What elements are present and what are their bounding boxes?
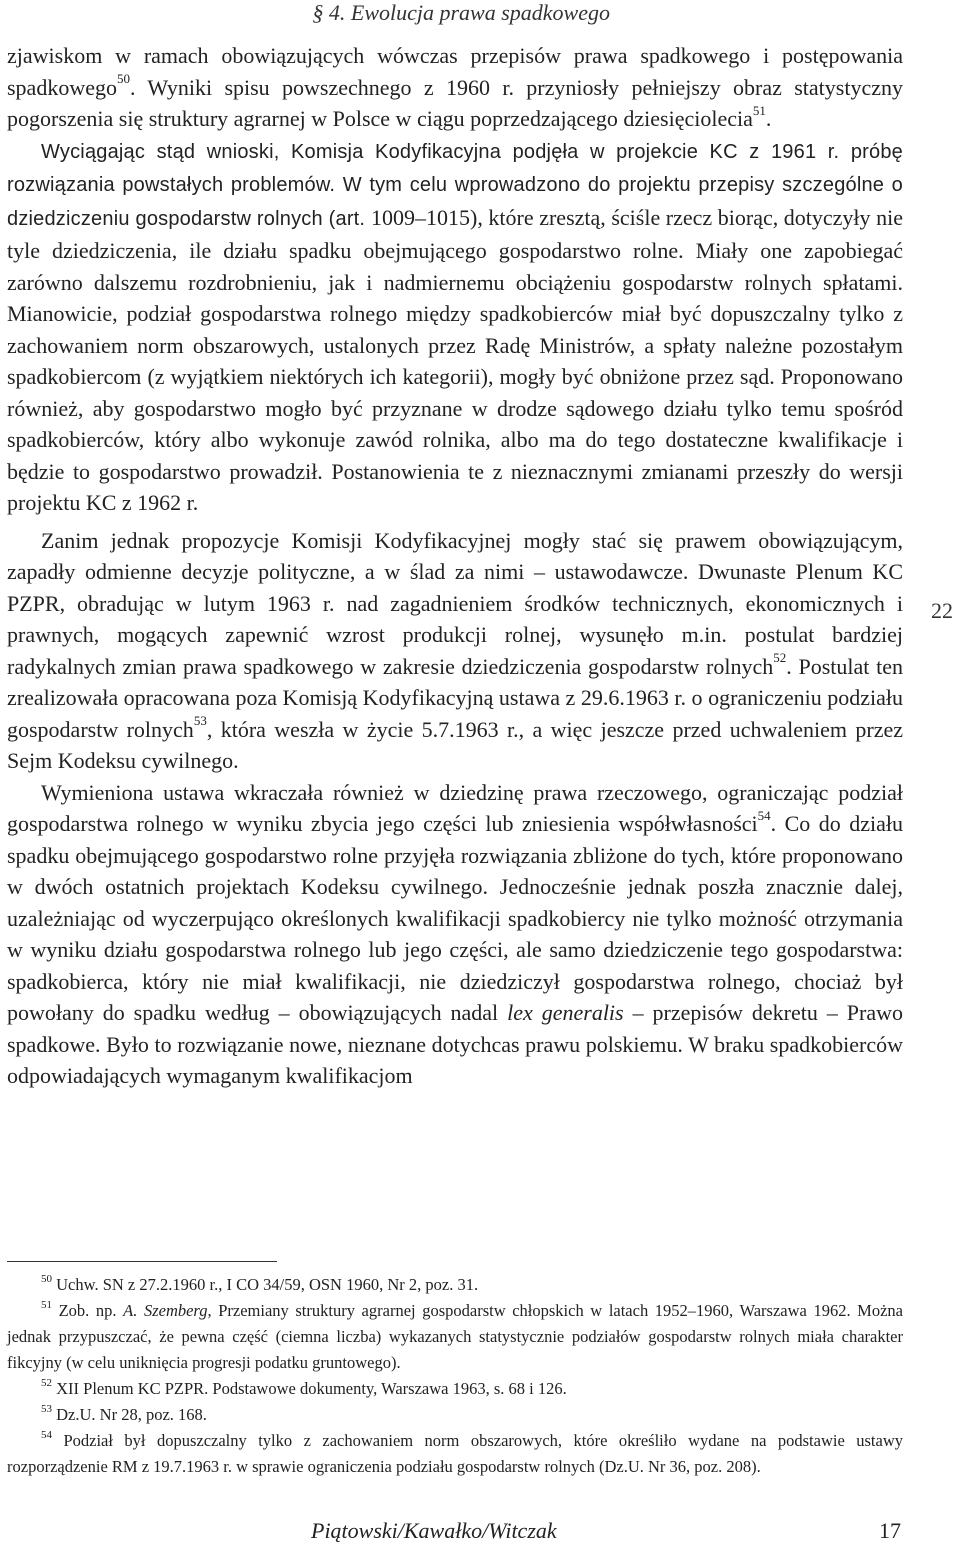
footnote-ref-53[interactable]: 53 bbox=[193, 713, 207, 729]
footnote-number: 52 bbox=[41, 1376, 52, 1389]
footnote-ref-50[interactable]: 50 bbox=[116, 71, 130, 87]
page-footer bbox=[7, 1518, 903, 1552]
paragraph-2 bbox=[7, 135, 903, 519]
footer-authors: Piątowski/Kawałko/Witczak bbox=[311, 1518, 557, 1543]
text-run: Mianowicie, podział gospodarstwa rolnego między spadkobierców miał być dopuszczalny tylko z zachowaniem norm obszarowych, ustalonych przez Radę Ministrów, a spłaty należne pozostałym spadkobiercom (z wyjątkiem niektórych ich kategorii), mogły być obniżone przez sąd. Proponowano również, aby gospodarstwo mogło być przyznane w drodze sądowego działu tylko temu spośród spadkobierców, który albo wykonuje zawód rolnika, albo ma do tego dostateczne kwalifikacje i będzie to gospodarstwo prowadził. Postanowienia te z nieznacznymi zmianami przeszły do wersji projektu KC z 1962 r. bbox=[7, 301, 903, 515]
footnotes bbox=[7, 1272, 903, 1480]
footnote-52 bbox=[7, 1376, 903, 1402]
footnote-text: XII Plenum KC PZPR. Podstawowe dokumenty, Warszawa 1963, s. 68 i 126. bbox=[52, 1379, 567, 1398]
footnote-text: , Przemiany struktury agrarnej gospodarstw chłopskich w latach 1952–1960, Warszawa 1962. Można jednak przypuszczać, że pewna część (ciemna liczba) wykazanych statystycznie podziałów gospodarstw rolnych miała charakter fikcyjny (w celu uniknięcia progresji podatku gruntowego). bbox=[7, 1301, 903, 1372]
footnote-ref-51[interactable]: 51 bbox=[752, 102, 766, 118]
footnote-text: Zob. np. bbox=[52, 1301, 124, 1320]
text-run-sans: Wyciągając stąd wnioski, Komisja Kodyfikacyjna podjęła w projekcie KC z 1961 r. próbę rozwiązania powstałych problemów. bbox=[7, 140, 903, 196]
latin-term: lex generalis bbox=[507, 1000, 624, 1025]
running-header: § 4. Ewolucja prawa spadkowego bbox=[312, 0, 610, 25]
footnote-text: Dz.U. Nr 28, poz. 168. bbox=[52, 1405, 207, 1424]
text-run: , która weszła w życie 5.7.1963 r., a więc jeszcze przed uchwaleniem przez Sejm Kodeksu cywilnego. bbox=[7, 716, 904, 773]
page-number: 17 bbox=[879, 1518, 901, 1543]
footnote-number: 51 bbox=[41, 1298, 52, 1311]
footnote-author: A. Szemberg bbox=[123, 1301, 208, 1320]
text-run: . bbox=[765, 106, 772, 131]
text-run-sans: W tym celu wprowadzono do projektu przepisy szczególne o dziedziczeniu gospodarstw rolnych (art. bbox=[7, 174, 904, 230]
text-run: zjawiskom w ramach obowiązujących wówczas przepisów prawa spadkowego i postępowania spadkowego bbox=[7, 43, 903, 100]
paragraph-3 bbox=[7, 525, 903, 777]
footnote-ref-54[interactable]: 54 bbox=[757, 807, 771, 823]
footnote-50 bbox=[7, 1272, 903, 1298]
footnote-separator bbox=[7, 1261, 277, 1262]
text-run: Miały one zapobiegać zarówno dalszemu rozdrobnieniu, jak i nadmiernemu obciążeniu gospodarstw rolnych spłatami. bbox=[7, 238, 903, 295]
text-run: – przepisów dekretu – Prawo spadkowe. Było to rozwiązanie nowe, nieznane dotychcas prawu polskiemu. W braku spadkobierców odpowiadających wymaganym kwalifikacjom bbox=[7, 1000, 903, 1088]
paragraph-4 bbox=[7, 777, 903, 1092]
paragraph-1 bbox=[7, 40, 903, 135]
text-run: . Co do działu spadku obejmującego gospodarstwo rolne przyjęła rozwiązania zbliżone do tych, które proponowano w dwóch ostatnich projektach Kodeksu cywilnego. Jednocześnie jednak poszła znacznie dalej, uzależniając od wyczerpująco określonych kwalifikacji spadkobiercy nie tylko możność otrzymania w wyniku działu gospodarstwa rolnego lub jego części, ale samo dziedziczenie tego gospodarstwa: spadkobierca, który nie miał kwalifikacji, nie dziedziczył gospodarstwa rolnego, chociaż był powołany do spadku według – obowiązujących nadal bbox=[7, 811, 903, 1025]
footnote-number: 54 bbox=[41, 1428, 52, 1441]
text-run: Wymieniona ustawa wkraczała również w dziedzinę prawa rzeczowego, ograniczając podział gospodarstwa rolnego w wyniku zbycia jego części lub zniesienia współwłasności bbox=[7, 779, 903, 836]
footnote-text: Podział był dopuszczalny tylko z zachowaniem norm obszarowych, które określiło wydane na podstawie ustawy rozporządzenie RM z 19.7.1963 r. w sprawie ograniczenia podziału gospodarstw rolnych (Dz.U. Nr 36, poz. 208). bbox=[7, 1431, 903, 1476]
footnote-53 bbox=[7, 1402, 903, 1428]
text-run: Zanim jednak propozycje Komisji Kodyfikacyjnej mogły stać się prawem obowiązującym, zapadły odmienne decyzje polityczne, a w ślad za nimi – ustawodawcze. Dwunaste Plenum KC PZPR, obradując w lutym 1963 r. nad zagadnieniem środków technicznych, ekonomicznych i prawnych, mogących zapewnić wzrost produkcji rolnej, wysunęło m.in. postulat bardziej radykalnych zmian prawa spadkowego w zakresie dziedziczenia gospodarstw rolnych bbox=[7, 527, 903, 679]
footnote-number: 50 bbox=[41, 1272, 52, 1285]
footnote-51 bbox=[7, 1298, 903, 1376]
margin-paragraph-number: 22 bbox=[931, 598, 953, 623]
footnote-number: 53 bbox=[41, 1402, 52, 1415]
main-text bbox=[7, 40, 903, 1092]
text-run: 1009–1015), które zresztą, ściśle rzecz biorąc, dotyczyły nie tyle dziedziczenia, ile działu spadku obejmującego gospodarstwo rolne. bbox=[7, 204, 903, 263]
text-run: . Wyniki spisu powszechnego z 1960 r. przyniosły pełniejszy obraz statystyczny pogorszenia się struktury agrarnej w Polsce w ciągu poprzedzającego dziesięciolecia bbox=[7, 74, 903, 131]
footnote-ref-52[interactable]: 52 bbox=[773, 650, 787, 666]
text-run: . Postulat ten zrealizowała opracowana poza Komisją Kodyfikacyjną ustawa z 29.6.1963 r. o ograniczeniu podziału gospodarstw rolnych bbox=[7, 653, 904, 742]
footnote-text: Uchw. SN z 27.2.1960 r., I CO 34/59, OSN 1960, Nr 2, poz. 31. bbox=[52, 1275, 479, 1294]
footnote-54 bbox=[7, 1428, 903, 1480]
